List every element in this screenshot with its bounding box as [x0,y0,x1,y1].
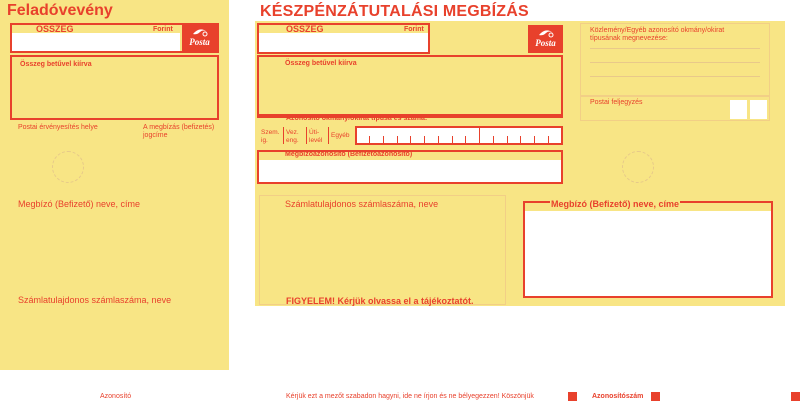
figyelem-notice: FIGYELEM! Kérjük olvassa el a tájékoztatót. [286,296,474,306]
left-jogcime-1: A megbízás (befizetés) [143,124,215,131]
account-holder-box [259,195,506,305]
left-forint-label: Forint [153,26,173,33]
left-megbizo: Megbízó (Befizető) neve, címe [18,199,141,209]
id-tick [493,136,494,143]
payer-label: Megbízó (Befizető) neve, címe [551,199,680,209]
id-doc-label: Azonosító okmány/okirat típusa és száma: [286,115,428,122]
feljegyzes-cell-2[interactable] [750,100,767,119]
id-tick [383,136,384,143]
main-amount-input[interactable] [259,33,428,52]
kozlemeny-line [590,48,760,49]
id-eng: eng. [286,137,299,144]
left-title: Feladóvevény [7,2,113,19]
id-szem: Szem. [261,129,280,136]
main-title: KÉSZPÉNZÁTUTALÁSI MEGBÍZÁS [260,3,529,20]
id-tick [369,136,370,143]
footer-marker-1 [568,392,577,401]
kozlemeny-label-2: típusának megnevezése: [590,35,668,42]
main-words-input[interactable] [259,70,561,116]
footer-marker-2 [651,392,660,401]
id-ut: Úti- [309,129,320,136]
left-amount-input[interactable] [12,33,180,51]
kozlemeny-line [590,76,760,77]
left-osszeg-label: ÖSSZEG [36,24,74,34]
main-posta-logo [528,25,563,53]
post-horn-icon [191,26,209,37]
id-divider [283,127,284,144]
id-tick [397,136,398,143]
main-forint-label: Forint [404,26,424,33]
id-tick [465,136,466,143]
kozlemeny-label-1: Közlemény/Egyéb azonosító okmány/okirat [590,27,725,34]
id-tick [520,136,521,143]
left-postai-hely: Postai érvényesítés helye [18,124,98,131]
post-horn-icon [537,27,555,38]
footer-azonositoszam: Azonosítószám [592,393,644,400]
id-tick [507,136,508,143]
id-divider [328,127,329,144]
id-tick [424,136,425,143]
id-tick [438,136,439,143]
footer-marker-3 [791,392,800,401]
id-tick [548,136,549,143]
id-tick [452,136,453,143]
left-szamlatulaj: Számlatulajdonos számlaszáma, neve [18,295,172,305]
id-vez: Vez. [286,129,299,136]
main-betuvel-label: Összeg betűvel kiírva [285,60,357,67]
feljegyzes-cell-1[interactable] [730,100,747,119]
feljegyzes-label: Postai feljegyzés [590,99,643,106]
main-stamp-circle [622,151,654,183]
main-posta-text: Posta [535,38,556,48]
id-ig: ig. [261,137,268,144]
payer-input[interactable] [525,211,771,296]
id-tick [410,136,411,143]
id-number-field[interactable] [355,126,563,145]
left-words-input[interactable] [12,70,217,118]
footer-kerjuk: Kérjük ezt a mezőt szabadon hagyni, ide ne írjon és ne bélyegezzen! Köszönjük [286,393,534,400]
id-egyeb: Egyéb [331,132,350,139]
left-stamp-circle [52,151,84,183]
id-level: levél [309,137,323,144]
footer-azonosito: Azonosító [100,393,132,400]
id-tick [534,136,535,143]
account-holder-label: Számlatulajdonos számlaszáma, neve [285,199,439,209]
id-divider [306,127,307,144]
main-osszeg-label: ÖSSZEG [286,24,324,34]
left-posta-logo [182,25,217,51]
left-posta-text: Posta [189,37,210,47]
payer-id-label: Megbízóazonosító (Befizetőazonosító) [285,151,413,158]
left-betuvel-label: Összeg betűvel kiírva [20,61,92,68]
payer-id-input[interactable] [259,160,561,182]
id-tick [479,128,480,143]
left-jogcime-2: jogcíme [143,132,168,139]
kozlemeny-line [590,62,760,63]
